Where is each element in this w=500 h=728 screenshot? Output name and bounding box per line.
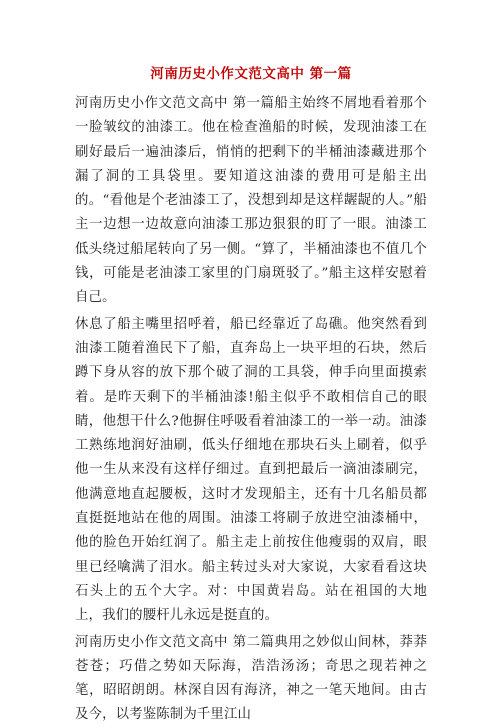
document-page: [75, 64, 427, 728]
document-title: 河南历史小作文范文高中 第一篇: [150, 66, 352, 82]
paragraph-2: 休息了船主嘴里招呼着，船已经靠近了岛礁。他突然看到油漆工随着渔民下了船，直奔岛上一块平坦的石块，然后蹲下身从容的放下那个破了洞的工具袋，伸手向里面摸索着。是昨天剩下的半桶油漆!船主似乎不敢相信自己的眼睛，他想干什么?他摒住呼吸看着油漆工的一举一动。油漆工熟练地润好油刷，低头仔细地在那块石头上刷着，似乎他一生从来没有这样仔细过。直到把最后一滴油漆刷完，他满意地直起腰板，这时才发现船主，还有十几名船员都直挺挺地站在他的周围。油漆工将刷子放进空油漆桶中，他的脸色开始红润了。船主走上前按住他瘦弱的双肩，眼里已经噙满了泪水。船主转过头对大家说，大家看看这块石头上的五个大字。对：中国黄岩岛。站在祖国的大地上，我们的腰杆儿永远是挺直的。: [75, 316, 427, 624]
paragraph-3: 河南历史小作文范文高中 第二篇典用之妙似山间林，莽莽苍苍；巧借之势如天际海，浩浩汤汤；奇思之现若神之笔，昭昭朗朗。林深自因有海济，神之一笔天地间。由古及今，以考鉴陈制为千里江山: [75, 634, 427, 723]
paragraph-1: 河南历史小作文范文高中 第一篇船主始终不屑地看着那个一脸皱纹的油漆工。他在检查渔船的时候，发现油漆工在刷好最后一遍油漆后，悄悄的把剩下的半桶油漆藏进那个漏了洞的工具袋里。要知道这油漆的费用可是船主出的。“看他是个老油漆工了，没想到却是这样龌龊的人。”船主一边想一边故意向油漆工那边狠狠的盯了一眼。油漆工低头绕过船尾转向了另一侧。“算了，半桶油漆也不值几个钱，可能是老油漆工家里的门扇斑驳了。”船主这样安慰着自己。: [75, 96, 427, 306]
